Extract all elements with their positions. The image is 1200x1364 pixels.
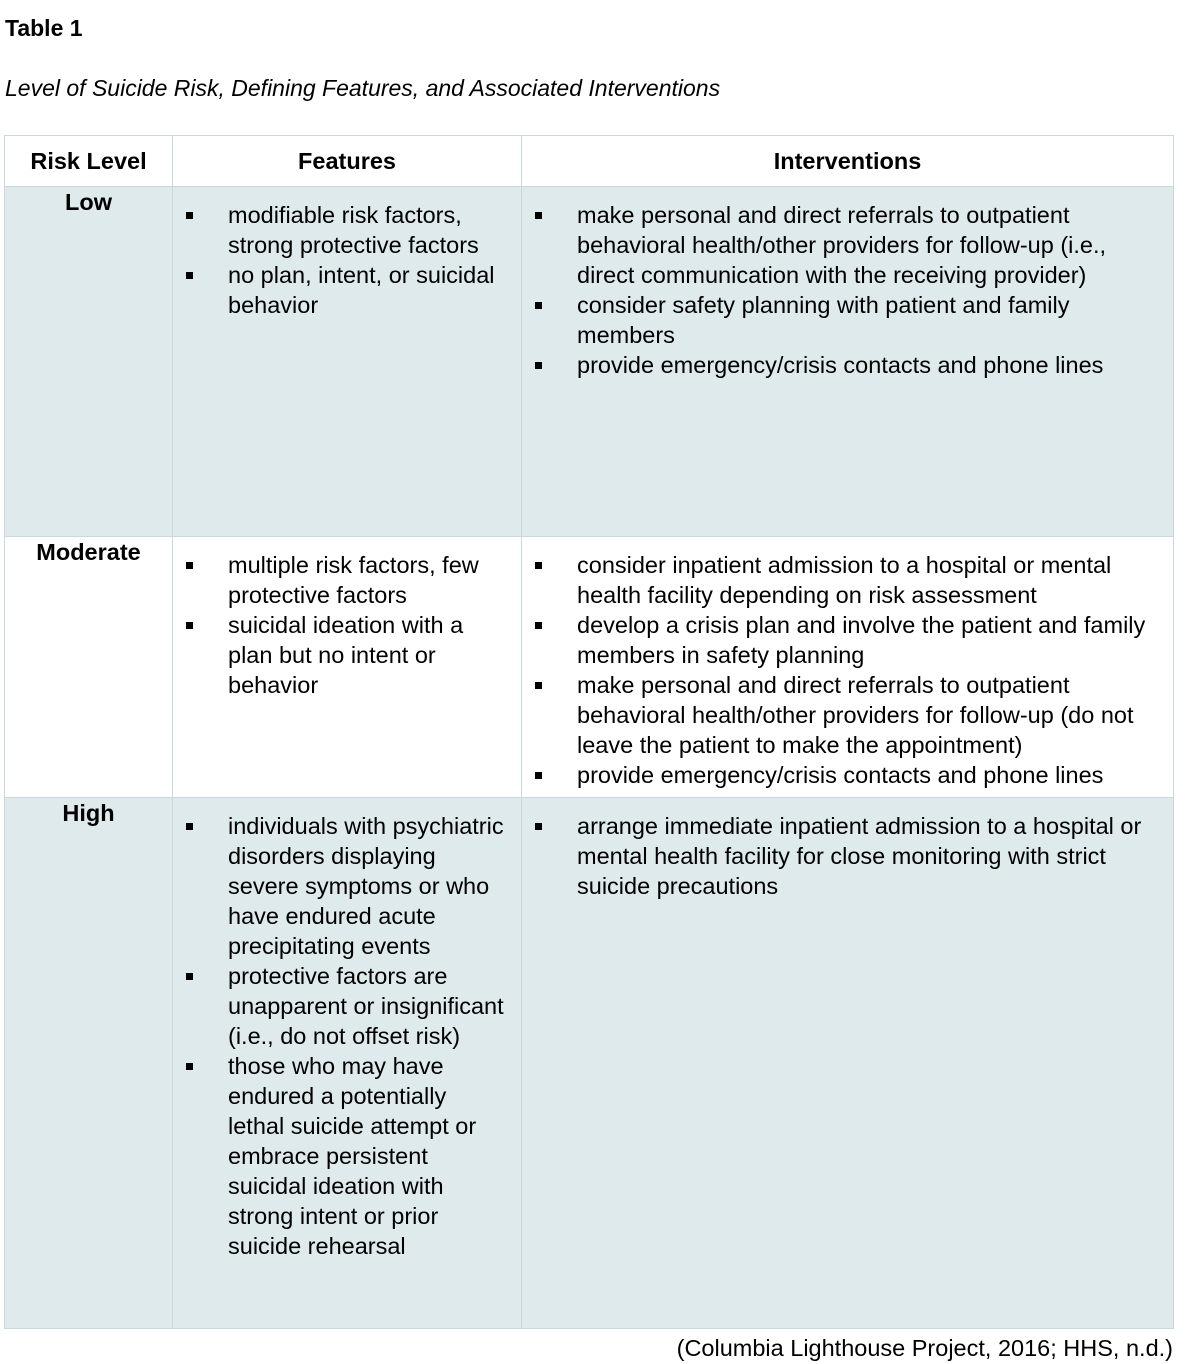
intervention-item: arrange immediate inpatient admission to a hospital or mental health facility for close monitoring with strict suicide precautions — [522, 811, 1159, 901]
header-risk-level: Risk Level — [5, 136, 173, 187]
features-cell — [173, 537, 522, 798]
table-header-row — [5, 136, 1174, 187]
intervention-item: consider safety planning with patient and family members — [522, 290, 1159, 350]
features-cell — [173, 798, 522, 1329]
risk-level-cell: Moderate — [5, 537, 173, 798]
table-row-moderate — [5, 537, 1174, 798]
intervention-item: consider inpatient admission to a hospital or mental health facility depending on risk assessment — [522, 550, 1159, 610]
table-row-low — [5, 187, 1174, 537]
intervention-item: provide emergency/crisis contacts and phone lines — [522, 350, 1159, 380]
feature-item: no plan, intent, or suicidal behavior — [173, 260, 507, 320]
table-row-high — [5, 798, 1174, 1329]
feature-item: modifiable risk factors, strong protective factors — [173, 200, 507, 260]
interventions-cell — [522, 537, 1174, 798]
table-label: Table 1 — [5, 15, 83, 41]
risk-level-cell: High — [5, 798, 173, 1329]
citation: (Columbia Lighthouse Project, 2016; HHS, n.d.) — [676, 1335, 1173, 1361]
intervention-item: make personal and direct referrals to outpatient behavioral health/other providers for follow-up (do not leave the patient to make the appointment) — [522, 670, 1159, 760]
header-interventions: Interventions — [522, 136, 1174, 187]
risk-level-cell: Low — [5, 187, 173, 537]
intervention-item: provide emergency/crisis contacts and phone lines — [522, 760, 1159, 790]
table-caption: Level of Suicide Risk, Defining Features, and Associated Interventions — [5, 75, 721, 101]
feature-item: protective factors are unapparent or insignificant (i.e., do not offset risk) — [173, 961, 507, 1051]
interventions-cell — [522, 187, 1174, 537]
feature-item: those who may have endured a potentially lethal suicide attempt or embrace persistent suicidal ideation with strong intent or prior suicide rehearsal — [173, 1051, 507, 1261]
feature-item: individuals with psychiatric disorders displaying severe symptoms or who have endured acute precipitating events — [173, 811, 507, 961]
intervention-item: make personal and direct referrals to outpatient behavioral health/other providers for follow-up (i.e., direct communication with the receiving provider) — [522, 200, 1159, 290]
intervention-item: develop a crisis plan and involve the patient and family members in safety planning — [522, 610, 1159, 670]
feature-item: suicidal ideation with a plan but no intent or behavior — [173, 610, 507, 700]
features-cell — [173, 187, 522, 537]
risk-table — [4, 135, 1174, 1329]
interventions-cell — [522, 798, 1174, 1329]
feature-item: multiple risk factors, few protective factors — [173, 550, 507, 610]
header-features: Features — [173, 136, 522, 187]
